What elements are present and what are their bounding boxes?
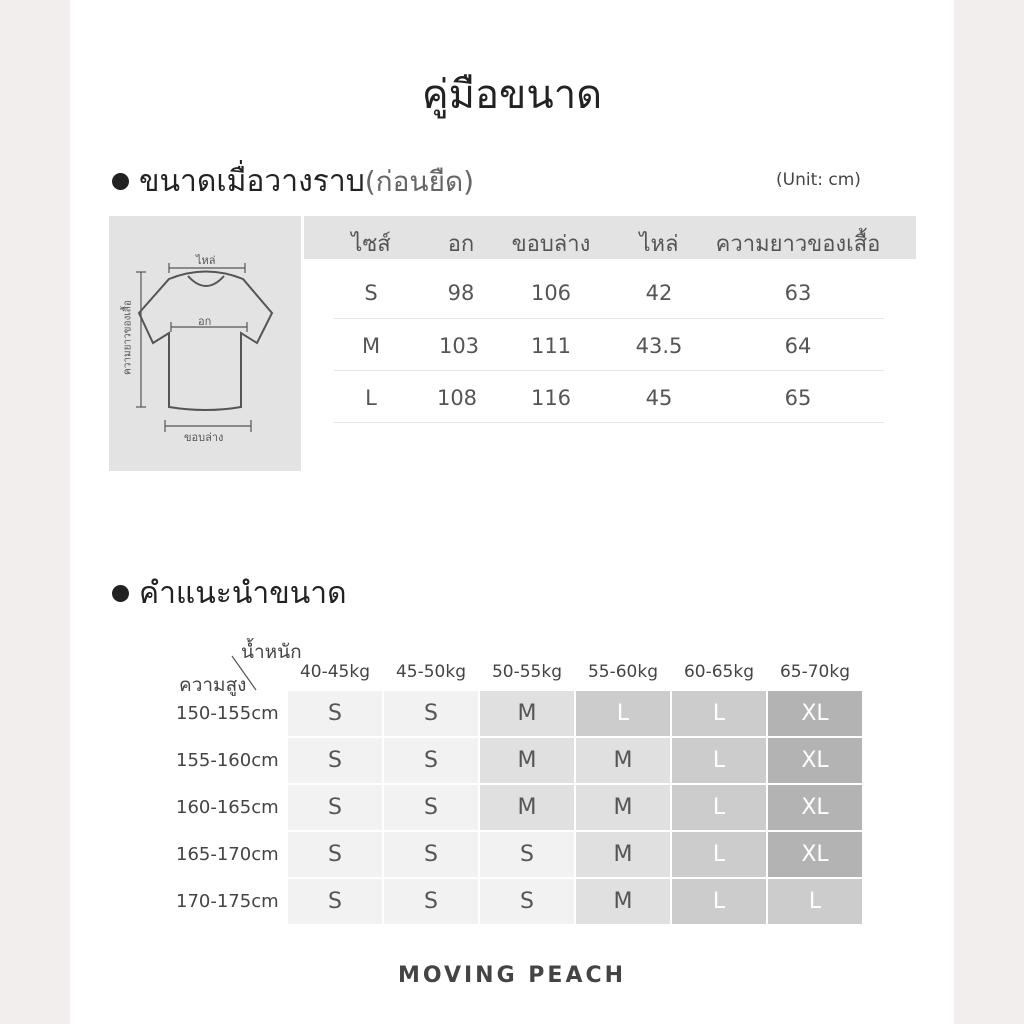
tshirt-diagram xyxy=(109,216,301,471)
size-col-header-length: ความยาวของเสื้อ xyxy=(715,232,881,257)
weight-axis-label: น้ำหนัก xyxy=(241,641,302,663)
size-cell: M xyxy=(361,334,381,358)
size-recommendation-cell: S xyxy=(480,879,574,924)
size-cell: 111 xyxy=(530,334,572,358)
size-col-header-shoulder: ไหล่ xyxy=(639,232,679,257)
bullet-icon xyxy=(112,585,129,602)
size-cell: 63 xyxy=(784,281,812,305)
size-cell: 65 xyxy=(784,386,812,410)
size-recommendation-cell: L xyxy=(672,832,766,877)
height-row-label: 160-165cm xyxy=(176,797,279,818)
size-recommendation-cell: XL xyxy=(768,832,862,877)
size-recommendation-cell: XL xyxy=(768,691,862,736)
size-cell: L xyxy=(365,386,377,410)
size-recommendation-cell: XL xyxy=(768,785,862,830)
size-recommendation-cell: L xyxy=(576,691,670,736)
size-recommendation-cell: M xyxy=(480,738,574,783)
size-cell: 42 xyxy=(645,281,673,305)
size-recommendation-cell: S xyxy=(288,738,382,783)
section-size-recommend-title: คำแนะนำขนาด xyxy=(139,576,347,611)
section-size-recommend-heading xyxy=(112,570,347,617)
weight-column-label: 45-50kg xyxy=(395,662,467,682)
size-recommendation-cell: L xyxy=(672,691,766,736)
size-recommendation-cell: S xyxy=(480,832,574,877)
section-flat-size-title: ขนาดเมื่อวางราบ xyxy=(139,164,365,199)
size-cell: 45 xyxy=(645,386,673,410)
weight-column-label: 40-45kg xyxy=(299,662,371,682)
size-recommendation-cell: S xyxy=(288,879,382,924)
height-row-label: 155-160cm xyxy=(176,750,279,771)
height-axis-label: ความสูง xyxy=(179,674,247,696)
section-flat-size-heading xyxy=(112,158,474,205)
size-recommendation-cell: M xyxy=(576,832,670,877)
size-col-header-chest: อก xyxy=(447,232,475,257)
size-col-header-size: ไซส์ xyxy=(351,232,391,257)
size-recommendation-cell: S xyxy=(384,785,478,830)
height-row-label: 150-155cm xyxy=(176,703,279,724)
size-recommendation-cell: S xyxy=(384,879,478,924)
size-recommendation-cell: L xyxy=(672,785,766,830)
weight-column-label: 60-65kg xyxy=(683,662,755,682)
size-recommendation-cell: S xyxy=(384,738,478,783)
size-recommendation-cell: L xyxy=(672,738,766,783)
bullet-icon xyxy=(112,173,129,190)
size-recommendation-cell: L xyxy=(672,879,766,924)
section-flat-size-note: (ก่อนยืด) xyxy=(364,164,475,198)
size-recommendation-cell: M xyxy=(576,785,670,830)
size-cell: 43.5 xyxy=(635,334,683,358)
unit-label: (Unit: cm) xyxy=(776,170,861,190)
size-recommendation-cell: S xyxy=(384,832,478,877)
size-recommendation-cell: M xyxy=(480,691,574,736)
height-row-label: 170-175cm xyxy=(176,891,279,912)
weight-column-label: 50-55kg xyxy=(491,662,563,682)
corner-diagonal-line xyxy=(230,652,260,692)
size-cell: S xyxy=(364,281,378,305)
size-recommendation-cell: M xyxy=(576,738,670,783)
size-cell: 98 xyxy=(447,281,475,305)
size-recommendation-cell: S xyxy=(288,691,382,736)
size-cell: 64 xyxy=(784,334,812,358)
diagram-label-length: ความยาวของเสื้อ xyxy=(122,300,134,375)
row-divider xyxy=(334,422,884,423)
page-title: คู่มือขนาด xyxy=(421,72,603,118)
size-recommendation-cell: S xyxy=(384,691,478,736)
size-col-header-hem: ขอบล่าง xyxy=(511,232,591,257)
size-recommendation-cell: XL xyxy=(768,738,862,783)
size-cell: 103 xyxy=(438,334,480,358)
size-cell: 108 xyxy=(436,386,478,410)
size-recommendation-cell: M xyxy=(480,785,574,830)
size-cell: 116 xyxy=(530,386,572,410)
weight-column-label: 55-60kg xyxy=(587,662,659,682)
diagram-label-shoulder: ไหล่ xyxy=(196,254,216,267)
size-recommendation-cell: L xyxy=(768,879,862,924)
size-cell: 106 xyxy=(530,281,572,305)
size-recommendation-cell: M xyxy=(576,879,670,924)
diagram-label-chest: อก xyxy=(198,315,212,328)
weight-column-label: 65-70kg xyxy=(779,662,851,682)
size-recommendation-cell: S xyxy=(288,785,382,830)
height-row-label: 165-170cm xyxy=(176,844,279,865)
size-recommendation-cell: S xyxy=(288,832,382,877)
brand-logo: MOVING PEACH xyxy=(397,963,627,988)
row-divider xyxy=(334,370,884,371)
row-divider xyxy=(334,318,884,319)
diagram-label-hem: ขอบล่าง xyxy=(184,431,224,444)
